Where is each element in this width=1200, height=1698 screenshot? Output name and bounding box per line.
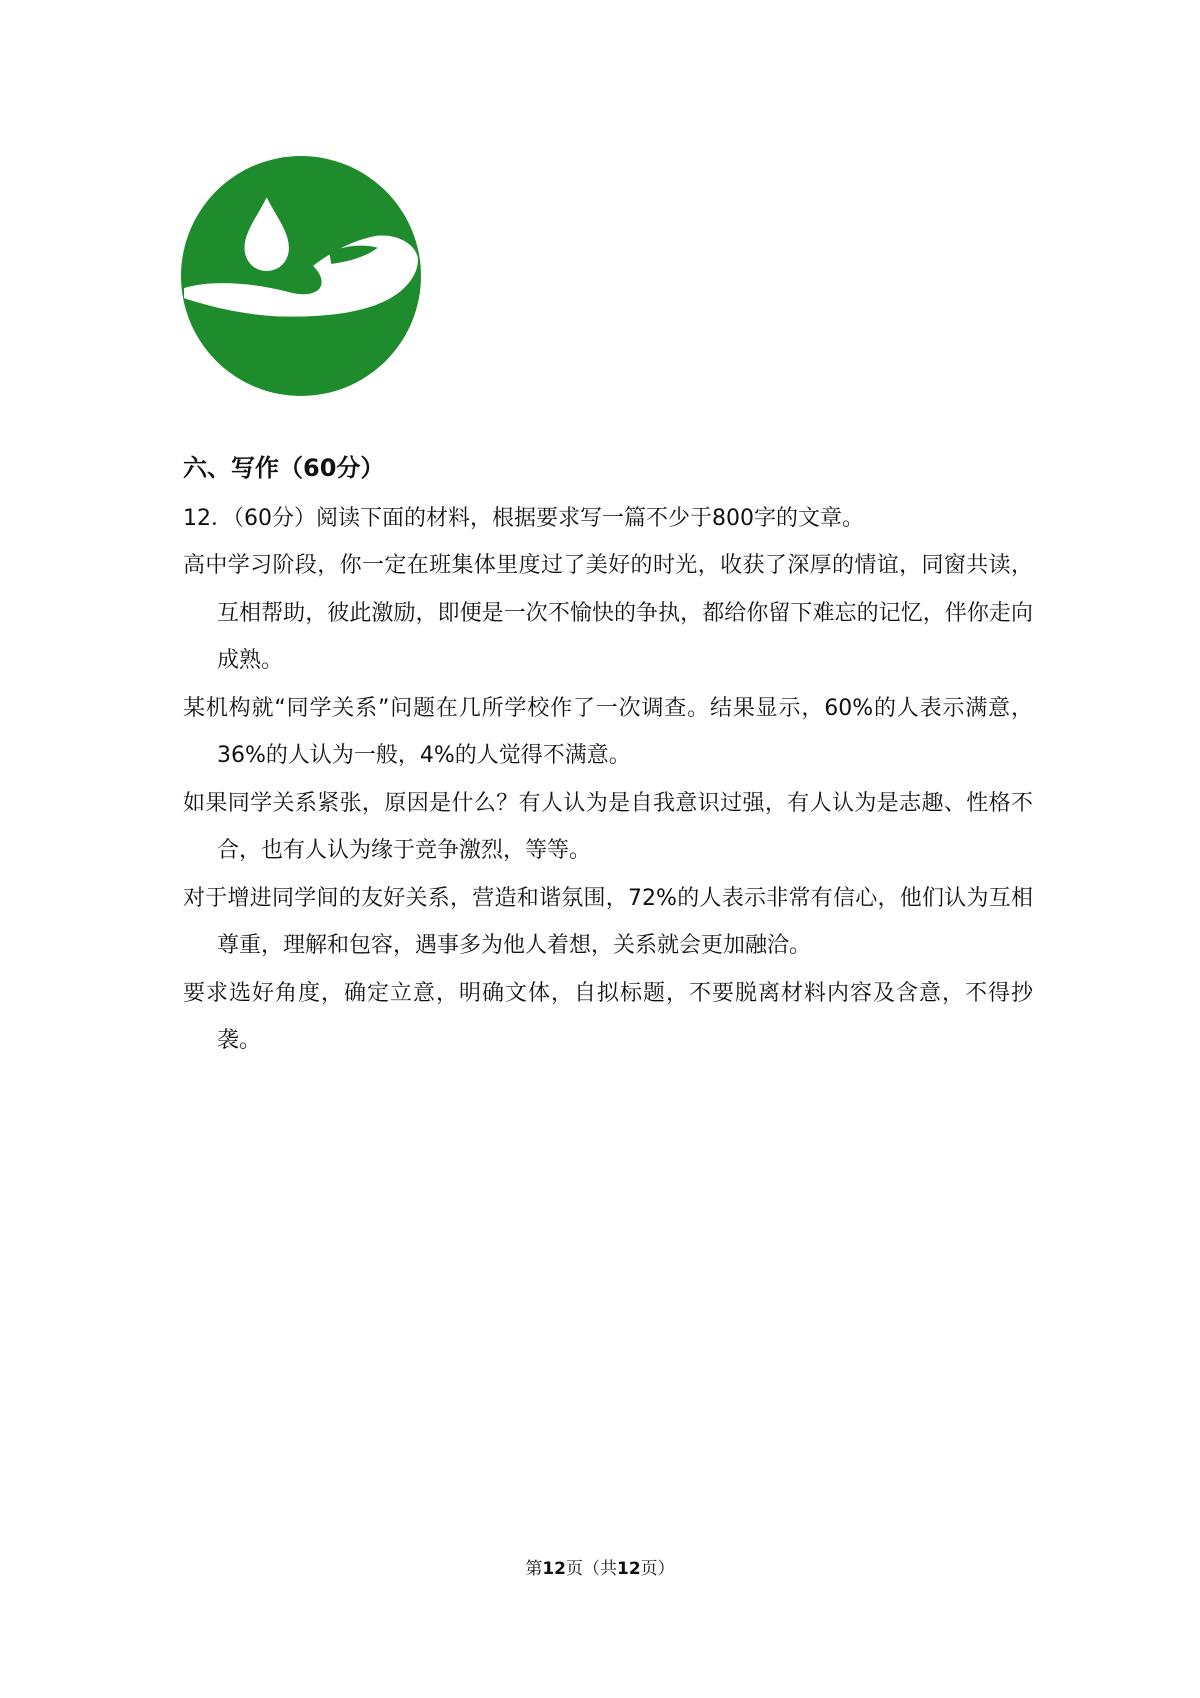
material-paragraph: 高中学习阶段，你一定在班集体里度过了美好的时光，收获了深厚的情谊，同窗共读，互相帮助，彼此激励，即便是一次不愉快的争执，都给你留下难忘的记忆，伴你走向成熟。 <box>183 553 1033 673</box>
footer-suffix: 页） <box>640 1559 675 1579</box>
material-paragraph: 对于增进同学间的友好关系，营造和谐氛围，72%的人表示非常有信心，他们认为互相尊重，理解和包容，遇事多为他人着想，关系就会更加融洽。 <box>183 885 1033 958</box>
green-circle-water-drop-logo <box>180 155 422 397</box>
section-title: 六、写作（60分） <box>183 454 385 482</box>
material-paragraph: 某机构就“同学关系”问题在几所学校作了一次调查。结果显示，60%的人表示满意，36%的人认为一般，4%的人觉得不满意。 <box>183 695 1033 768</box>
writing-section <box>183 448 1033 1065</box>
footer-prefix: 第 <box>525 1559 543 1579</box>
question-prompt: 12．（60分）阅读下面的材料，根据要求写一篇不少于800字的文章。 <box>183 506 864 531</box>
requirements-paragraph: 要求选好角度，确定立意，明确文体，自拟标题，不要脱离材料内容及含意，不得抄袭。 <box>183 980 1033 1053</box>
material-paragraph: 如果同学关系紧张，原因是什么？有人认为是自我意识过强，有人认为是志趣、性格不合，也有人认为缘于竞争激烈，等等。 <box>183 790 1033 863</box>
footer-page-number: 12 <box>542 1559 566 1579</box>
page-footer <box>0 1556 1200 1582</box>
footer-middle: 页（共 <box>566 1559 617 1579</box>
footer-page-total: 12 <box>617 1559 641 1579</box>
logo-graphic <box>180 155 422 397</box>
